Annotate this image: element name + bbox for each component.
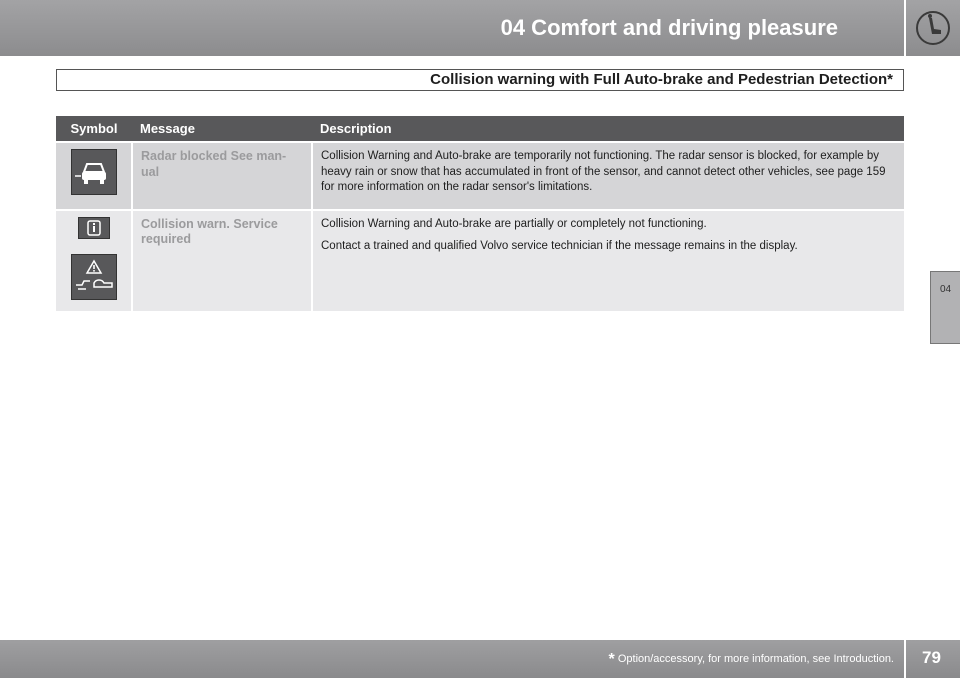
column-header-description: Description <box>312 116 904 142</box>
description-text: Contact a trained and qualified Volvo service technician if the message remains in the display. <box>321 240 798 252</box>
message-cell: Collision warn. Service required <box>132 210 312 311</box>
seat-icon <box>914 9 952 47</box>
section-title: Collision warning with Full Auto-brake and Pedestrian Detection* <box>56 69 904 91</box>
description-text: Collision Warning and Auto-brake are partially or completely not functioning. <box>321 217 707 230</box>
page-number-box <box>906 640 960 678</box>
message-table <box>56 116 904 311</box>
description-text: Collision Warning and Auto-brake are temporarily not functioning. The radar sensor is blocked, for example by heavy rain or snow that has accumulated in front of the sensor, and cannot detect other vehicles, see page 159 for more information on the radar sensor's limitations. <box>321 150 886 193</box>
symbol-cell <box>56 210 132 311</box>
column-header-message: Message <box>132 116 312 142</box>
chapter-icon-box <box>906 0 960 56</box>
table-row <box>56 142 904 210</box>
car-sensor-warning-icon <box>71 149 117 195</box>
footnote-star: * <box>608 651 615 668</box>
table-header-row <box>56 116 904 142</box>
footer-note <box>609 651 894 669</box>
description-cell <box>312 210 904 311</box>
page-number: 79 <box>922 648 941 667</box>
column-header-symbol: Symbol <box>56 116 132 142</box>
chapter-title: 04 Comfort and driving pleasure <box>500 15 838 40</box>
chapter-side-tab[interactable] <box>930 271 960 344</box>
chapter-header-bar <box>0 0 904 56</box>
side-tab-label: 04 <box>940 284 952 295</box>
footer-bar <box>0 640 904 678</box>
message-cell: Radar blocked See man-ual <box>132 142 312 210</box>
table-row <box>56 210 904 311</box>
footnote-text: Option/accessory, for more information, see Introduction. <box>617 653 894 665</box>
collision-warning-triangle-icon <box>71 254 117 300</box>
description-cell <box>312 142 904 210</box>
information-icon <box>78 217 110 239</box>
symbol-cell <box>56 142 132 210</box>
